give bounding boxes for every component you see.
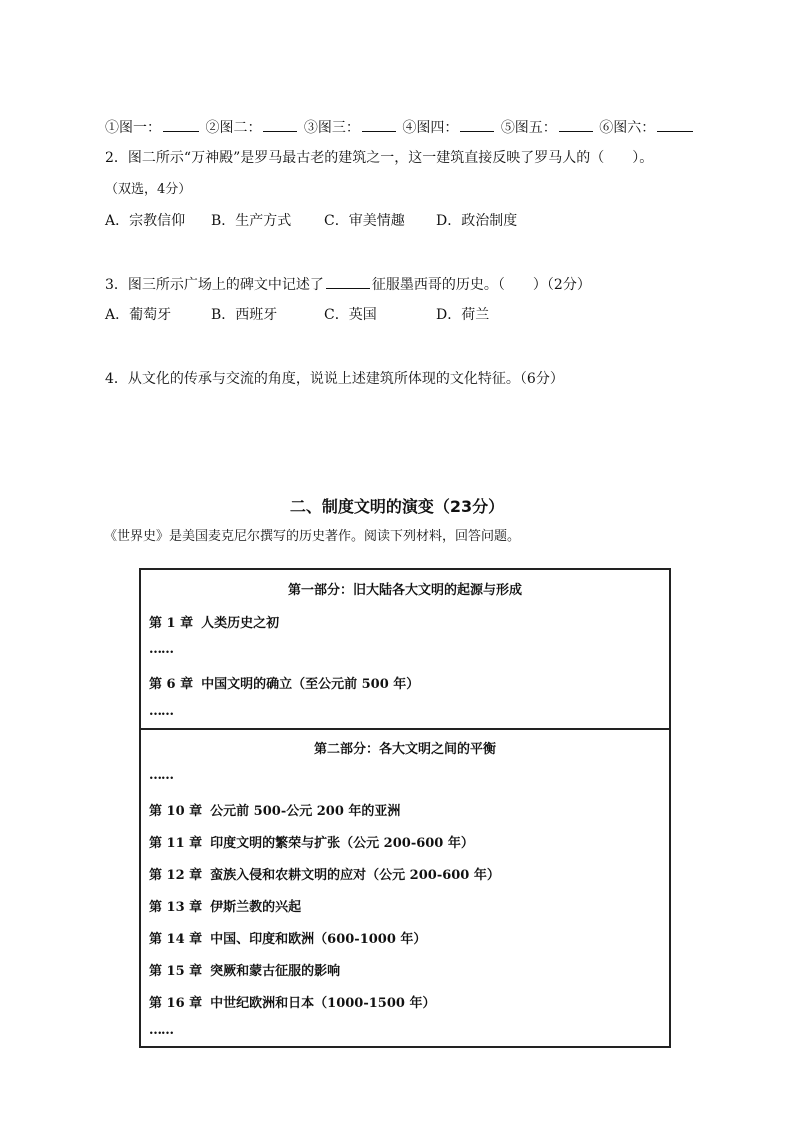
q1-item-3: ③图三： (303, 120, 360, 136)
q2-option-c[interactable]: C．审美情趣 (324, 213, 405, 229)
q3-option-a[interactable]: A．葡萄牙 (105, 307, 172, 323)
chapter-11 (149, 832, 474, 851)
q2-note: （双选，4分） (105, 182, 192, 197)
chapter-12 (149, 864, 500, 883)
chapter-number: 第 15 章 (149, 964, 203, 979)
q1-fill-line (105, 117, 695, 137)
chapter-title: 中世纪欧洲和日本（1000-1500 年） (210, 996, 436, 1011)
q1-item-4: ④图四： (402, 120, 459, 136)
section-intro: 《世界史》是美国麦克尼尔撰写的历史著作。阅读下列材料，回答问题。 (104, 529, 521, 544)
q3-stem-before: 3．图三所示广场上的碑文中记述了 (105, 277, 324, 293)
chapter-6 (149, 673, 419, 692)
q3-option-d[interactable]: D．荷兰 (436, 307, 490, 323)
q1-blank-6[interactable] (657, 117, 693, 132)
q1-item-2: ②图二： (205, 120, 262, 136)
book-part-1 (141, 570, 669, 730)
q1-item-6: ⑥图六： (599, 120, 656, 136)
q3-option-c[interactable]: C．英国 (324, 307, 377, 323)
q3-blank[interactable] (326, 274, 370, 289)
q1-blank-1[interactable] (163, 117, 199, 132)
chapter-title: 中国、印度和欧洲（600-1000 年） (210, 932, 427, 947)
chapter-1 (149, 612, 279, 631)
ellipsis: …… (149, 704, 173, 719)
q1-blank-3[interactable] (362, 117, 396, 132)
q2-option-b[interactable]: B．生产方式 (211, 213, 292, 229)
ellipsis: …… (149, 768, 173, 783)
book-contents-box (139, 568, 671, 1048)
q2-stem: 2．图二所示“万神殿”是罗马最古老的建筑之一，这一建筑直接反映了罗马人的（ ）。 (105, 150, 654, 166)
part-1-title: 第一部分：旧大陆各大文明的起源与形成 (287, 583, 522, 598)
ellipsis: …… (149, 1023, 173, 1038)
chapter-14 (149, 928, 426, 947)
q3-stem-after: 征服墨西哥的历史。（ ）（2分） (371, 277, 591, 293)
q3-option-b[interactable]: B．西班牙 (211, 307, 278, 323)
chapter-13 (149, 896, 301, 915)
chapter-title: 印度文明的繁荣与扩张（公元 200-600 年） (210, 836, 474, 851)
q1-item-5: ⑤图五： (500, 120, 557, 136)
chapter-number: 第 10 章 (149, 804, 203, 819)
chapter-number: 第 1 章 (149, 616, 194, 631)
chapter-number: 第 16 章 (149, 996, 203, 1011)
chapter-number: 第 11 章 (149, 836, 203, 851)
chapter-10 (149, 800, 400, 819)
q2-option-d[interactable]: D．政治制度 (436, 213, 518, 229)
part-2-title: 第二部分：各大文明之间的平衡 (313, 742, 496, 757)
q1-blank-4[interactable] (460, 117, 494, 132)
chapter-title: 公元前 500-公元 200 年的亚洲 (210, 804, 401, 819)
chapter-number: 第 14 章 (149, 932, 203, 947)
q2-option-a[interactable]: A．宗教信仰 (105, 213, 186, 229)
q3-stem (105, 274, 591, 294)
chapter-16 (149, 992, 435, 1011)
chapter-15 (149, 960, 340, 979)
q1-blank-5[interactable] (559, 117, 593, 132)
chapter-title: 中国文明的确立（至公元前 500 年） (201, 677, 420, 692)
chapter-number: 第 12 章 (149, 868, 203, 883)
chapter-title: 突厥和蒙古征服的影响 (210, 964, 341, 979)
q1-item-1: ①图一： (105, 120, 161, 136)
chapter-title: 人类历史之初 (201, 616, 280, 631)
section-title: 二、制度文明的演变（23分） (289, 497, 505, 516)
chapter-title: 蛮族入侵和农耕文明的应对（公元 200-600 年） (210, 868, 500, 883)
chapter-number: 第 13 章 (149, 900, 203, 915)
chapter-number: 第 6 章 (149, 677, 194, 692)
q4-stem: 4．从文化的传承与交流的角度，说说上述建筑所体现的文化特征。（6分） (105, 371, 564, 387)
chapter-title: 伊斯兰教的兴起 (210, 900, 302, 915)
q1-blank-2[interactable] (263, 117, 297, 132)
ellipsis: …… (149, 642, 173, 657)
